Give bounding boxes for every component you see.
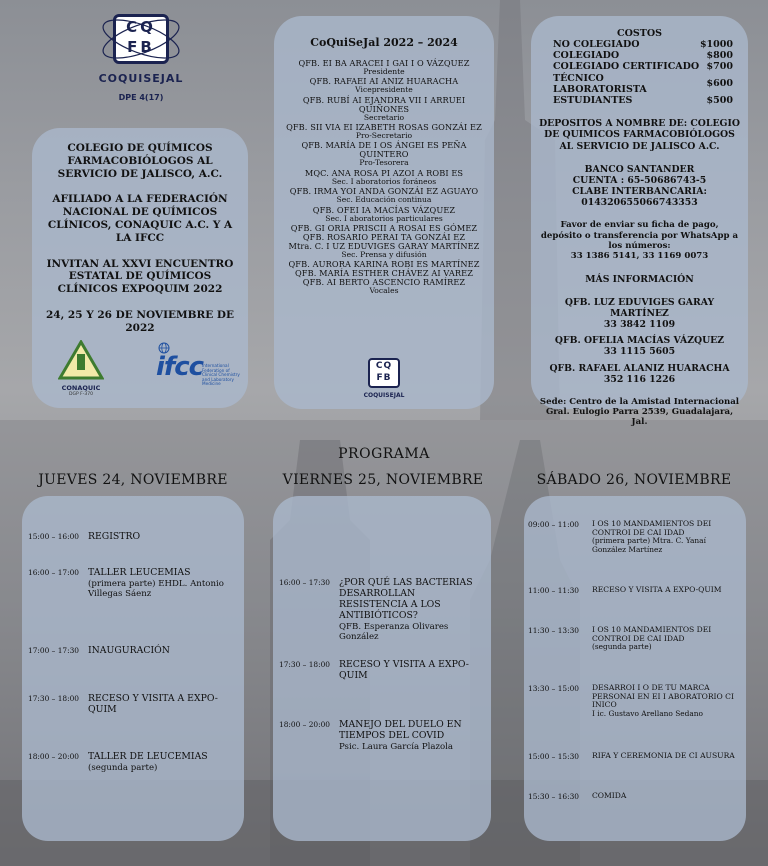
- event-description: [339, 660, 485, 682]
- board-list: [280, 59, 488, 296]
- event-title: I OS 10 MANDAMIENTOS DEI CONTROI DE CAI IDAD: [592, 625, 712, 643]
- deposit-text: DEPOSITOS A NOMBRE DE: COLEGIO DE QUIMICOS FARMACOBIÓLOGOS AL SERVICIO DE JALISCO A.C.: [539, 118, 740, 152]
- board-member-role: Sec. Educación continua: [336, 195, 432, 205]
- contact-phone: 33 3842 1109: [603, 319, 676, 331]
- ifcc-wordmark: ifcc: [156, 352, 204, 382]
- event-time: 18:00 – 20:00: [28, 752, 79, 761]
- event-title: REGISTRO: [88, 531, 141, 542]
- event-detail: (primera parte) Mtra. C. Yanaí González Martínez: [592, 536, 706, 554]
- event-time: 11:30 – 13:30: [528, 626, 579, 635]
- cqfb-emblem: [113, 14, 169, 64]
- event-time: 16:00 – 17:30: [279, 578, 330, 587]
- event-detail: (segunda parte): [88, 762, 158, 773]
- board-member-role: Sec. I aboratorios foráneos: [331, 176, 437, 186]
- event-description: [592, 792, 740, 801]
- event-title: MANEJO DEL DUELO EN TIEMPOS DEL COVID: [339, 719, 462, 741]
- event-description: [592, 586, 740, 595]
- board-member-role: Pro-Secretario: [355, 131, 413, 141]
- conaquic-code: DGP F-370: [69, 392, 93, 397]
- board-member-name: MQC. ANA ROSA PI AZOI A ROBI ES: [304, 167, 464, 178]
- event-description: [88, 752, 238, 773]
- event-detail: (primera parte) EHDL. Antonio Villegas Sáenz: [88, 578, 224, 600]
- board-member-name: QFB. RAFAEI AI ANIZ HUARACHA: [309, 76, 459, 87]
- event-time: 17:30 – 18:00: [28, 694, 79, 703]
- board-title: CoQuiSeJal 2022 – 2024: [310, 36, 458, 49]
- board-member-role: Presidente: [363, 67, 405, 77]
- logo-letters-bottom: FB: [127, 38, 155, 56]
- cost-amount: $500: [706, 95, 733, 107]
- event-time: 11:00 – 11:30: [528, 586, 579, 595]
- cost-label: NO COLEGIADO: [553, 39, 640, 50]
- program-title: PROGRAMA: [338, 446, 430, 462]
- conaquic-emblem-icon: [58, 340, 104, 380]
- day-title-friday: VIERNES 25, NOVIEMBRE: [282, 472, 484, 488]
- cost-label: ESTUDIANTES: [553, 95, 633, 107]
- event-description: [592, 520, 740, 554]
- board-member-name: QFB. EI BA ARACEI I GAI I O VÁZQUEZ: [298, 58, 470, 68]
- event-dates: 24, 25 Y 26 DE NOVIEMBRE DE 2022: [46, 308, 234, 334]
- board-member-name: Mtra. C. I UZ EDUVIGES GARAY MARTÍNEZ: [288, 240, 480, 251]
- ifcc-subtitle: International Federation of Clinical Chemistry and Laboratory Medicine: [202, 363, 240, 387]
- whatsapp-note: Favor de enviar su ficha de pago, depósito o transferencia por WhatsApp a los números:: [540, 220, 739, 251]
- schedule-friday: [273, 496, 491, 841]
- whatsapp-numbers: 33 1386 5141, 33 1169 0073: [570, 251, 709, 262]
- event-time: 15:00 – 15:30: [528, 752, 579, 761]
- bank-name: BANCO SANTANDER: [584, 163, 695, 175]
- small-logo-top: CQ: [375, 361, 393, 371]
- event-title: ¿POR QUÉ LAS BACTERIAS DESARROLLAN RESISTENCIA A LOS ANTIBIÓTICOS?: [339, 577, 473, 621]
- cost-label: COLEGIADO: [553, 50, 620, 62]
- contact-name: QFB. LUZ EDUVIGES GARAY MARTÍNEZ: [564, 296, 715, 319]
- contact-item: [539, 297, 740, 330]
- board-member-name: QFB. AI BERTO ASCENCIO RAMÍREZ: [302, 277, 466, 288]
- event-time: 15:00 – 16:00: [28, 532, 79, 541]
- cost-row: [553, 73, 733, 95]
- event-description: [88, 532, 238, 543]
- contacts-list: [539, 297, 740, 385]
- board-member-name: QFB. OFEI IA MACÍAS VÁZQUEZ: [312, 204, 456, 215]
- event-title: RECESO Y VISITA A EXPO-QUIM: [88, 693, 218, 715]
- board-member-name: QFB. GI ORIA PRISCII A ROSAI ES GÓMEZ: [290, 222, 478, 233]
- schedule-thursday: [22, 496, 244, 841]
- cost-row: [553, 39, 733, 50]
- event-description: [88, 694, 238, 716]
- event-title: I OS 10 MANDAMIENTOS DEI CONTROI DE CAI IDAD: [592, 519, 712, 537]
- event-detail: (segunda parte): [592, 642, 652, 652]
- event-title: RIFA Y CEREMONIA DE CI AUSURA: [592, 751, 735, 760]
- event-description: [592, 626, 740, 652]
- board-member-role: Pro-Tesorera: [359, 158, 409, 168]
- event-title: RECESO Y VISITA A EXPO-QUIM: [592, 585, 722, 594]
- atom-orbit-icon: [98, 9, 184, 69]
- org-full-name: COLEGIO DE QUÍMICOS FARMACOBIÓLOGOS AL SERVICIO DE JALISCO, A.C.: [57, 142, 223, 180]
- event-description: [339, 578, 485, 642]
- contact-name: QFB. RAFAEL ALANIZ HUARACHA: [549, 362, 730, 374]
- coquisejal-logo: [96, 14, 186, 102]
- board-member-role: Vicepresidente: [355, 85, 413, 95]
- invitation-text: INVITAN AL XXVI ENCUENTRO ESTATAL DE QUÍMICOS CLÍNICOS EXPOQUIM 2022: [46, 257, 234, 296]
- contact-phone: 33 1115 5605: [603, 346, 676, 358]
- event-time: 16:00 – 17:00: [28, 568, 79, 577]
- board-member-name: QFB. ROSARIO PERAI TA GONZÁI EZ: [302, 231, 466, 242]
- affiliation-text: AFILIADO A LA FEDERACIÓN NACIONAL DE QUÍMICOS CLÍNICOS, CONAQUIC A.C. Y A LA IFCC: [47, 193, 233, 244]
- org-dpe: DPE 4(17): [118, 93, 164, 102]
- conaquic-label: CONAQUIC: [61, 384, 101, 392]
- contact-phone: 352 116 1226: [603, 373, 676, 385]
- logo-letters-top: CQ: [126, 18, 156, 36]
- coquisejal-small-logo: [361, 358, 407, 399]
- cost-label: TÉCNICO LABORATORISTA: [553, 72, 647, 95]
- board-member-name: QFB. MARÍA ESTHER CHÁVEZ AI VAREZ: [295, 268, 473, 279]
- event-description: [592, 684, 740, 719]
- small-logo-name: COQUISEJAL: [363, 392, 405, 399]
- contact-item: [539, 335, 740, 357]
- small-logo-emblem: [368, 358, 400, 388]
- cost-row: [553, 50, 733, 61]
- board-member-role: Vocales: [369, 286, 399, 296]
- event-description: [339, 720, 485, 752]
- board-member-name: QFB. RUBÍ AI EJANDRA VII I ARRUEI QUIÑONES: [302, 94, 466, 114]
- board-member-name: QFB. AURORA KARINA ROBI ES MARTÍNEZ: [288, 259, 480, 270]
- day-title-thursday: JUEVES 24, NOVIEMBRE: [38, 472, 228, 488]
- event-title: TALLER DE LEUCEMIAS: [88, 751, 208, 762]
- event-time: 18:00 – 20:00: [279, 720, 330, 729]
- cost-amount: $1000: [699, 39, 733, 50]
- event-time: 17:00 – 17:30: [28, 646, 79, 655]
- event-detail: Psic. Laura García Plazola: [339, 741, 454, 752]
- board-member-role: Secretario: [363, 112, 405, 122]
- board-member-role: Sec. Prensa y difusión: [341, 249, 427, 259]
- costs-title: COSTOS: [617, 28, 662, 39]
- whatsapp-info: [539, 220, 740, 261]
- board-panel: [274, 16, 494, 409]
- clabe-label: CLABE INTERBANCARIA:: [572, 186, 707, 197]
- event-title: RECESO Y VISITA A EXPO-QUIM: [339, 659, 469, 681]
- bank-account: CUENTA : 65-50686743-5: [572, 174, 707, 186]
- board-member-name: QFB. IRMA YOI ANDA GONZÁI EZ AGUAYO: [289, 186, 479, 197]
- event-description: [88, 646, 238, 657]
- cost-row: [553, 61, 733, 72]
- cost-label: COLEGIADO CERTIFICADO: [553, 61, 700, 73]
- conaquic-logo: [56, 340, 106, 397]
- board-member-role: Sec. I aboratorios particulares: [325, 213, 443, 223]
- event-time: 09:00 – 11:00: [528, 520, 579, 529]
- org-short-name: COQUISEJAL: [98, 72, 184, 85]
- clabe-number: 014320655066743353: [581, 197, 698, 209]
- contact-name: QFB. OFELIA MACÍAS VÁZQUEZ: [554, 335, 725, 347]
- cost-amount: $700: [706, 61, 733, 73]
- costs-table: [553, 39, 733, 106]
- event-time: 13:30 – 15:00: [528, 684, 579, 693]
- board-member-name: QFB. MARÍA DE I OS ÁNGEI ES PEÑA QUINTERO: [301, 140, 467, 160]
- contact-item: [539, 363, 740, 385]
- more-info-title: MÁS INFORMACIÓN: [585, 273, 694, 285]
- event-title: COMIDA: [592, 791, 627, 800]
- event-time: 15:30 – 16:30: [528, 792, 579, 801]
- costs-panel: [531, 16, 748, 428]
- event-title: INAUGURACIÓN: [88, 645, 170, 656]
- event-description: [592, 752, 740, 761]
- bank-info: [539, 164, 740, 209]
- schedule-saturday: [524, 496, 746, 841]
- cost-row: [553, 95, 733, 106]
- event-detail: I ic. Gustavo Arellano Sedano: [592, 709, 703, 719]
- venue-text: Sede: Centro de la Amistad Internacional Gral. Eulogio Parra 2539, Guadalajara, Jal.: [539, 396, 740, 428]
- small-logo-bottom: FB: [376, 373, 392, 383]
- event-time: 17:30 – 18:00: [279, 660, 330, 669]
- cost-amount: $800: [706, 50, 733, 62]
- event-title: TALLER LEUCEMIAS: [88, 567, 191, 578]
- cost-amount: $600: [706, 78, 733, 90]
- day-title-saturday: SÁBADO 26, NOVIEMBRE: [536, 472, 732, 488]
- event-title: DESARROI I O DE TU MARCA PERSONAI EN EI I ABORATORIO CI INICO: [592, 683, 734, 710]
- event-description: [88, 568, 238, 599]
- event-detail: QFB. Esperanza Olivares González: [339, 621, 449, 643]
- board-member-name: QFB. SII VIA EI IZABETH ROSAS GONZÁI EZ: [286, 122, 482, 133]
